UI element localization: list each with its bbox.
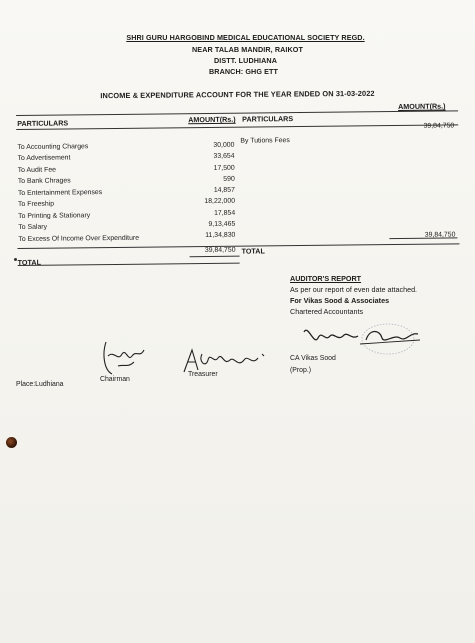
income-expenditure-table: [16, 100, 460, 265]
address-line-1: NEAR TALAB MANDIR, RAIKOT: [192, 45, 303, 54]
expense-label: To Accounting Charges: [17, 143, 89, 151]
auditor-name: CA Vikas Sood: [290, 355, 336, 362]
treasurer-label: Treasurer: [188, 371, 218, 378]
expense-label: To Advertisement: [17, 154, 71, 162]
right-total-amount: 39,84,750: [424, 231, 456, 239]
expense-label: To Freeship: [18, 200, 55, 208]
expense-label: To Entertainment Expenses: [17, 189, 103, 197]
address-line-2: DISTT. LUDHIANA: [214, 56, 277, 65]
table-top-rule: [16, 110, 458, 116]
society-name: SHRI GURU HARGOBIND MEDICAL EDUCATIONAL SOCIETY REGD.: [126, 33, 365, 42]
ink-dot: [14, 258, 17, 261]
expense-amount: 17,500: [213, 164, 235, 172]
expense-amount: 14,857: [213, 186, 235, 194]
left-amount-header: AMOUNT(Rs.): [188, 114, 236, 125]
place-label: Place:Ludhiana: [16, 381, 64, 388]
table-bottom-rule: [18, 263, 240, 266]
total-top-rule: [17, 243, 459, 249]
left-total-label: TOTAL: [17, 257, 41, 267]
right-particulars-header: PARTICULARS: [242, 114, 294, 124]
expense-amount: 33,654: [213, 152, 235, 160]
statement-title: INCOME & EXPENDITURE ACCOUNT FOR THE YEAR ENDED ON 31-03-2022: [100, 88, 375, 101]
expense-amount: 18,22,000: [204, 197, 236, 206]
expense-amount: 17,854: [214, 209, 236, 217]
income-amount: 39,84,750: [423, 122, 455, 130]
chairman-label: Chairman: [100, 376, 130, 383]
auditor-prop: (Prop.): [290, 367, 312, 374]
auditor-report-heading: AUDITOR'S REPORT: [290, 274, 362, 283]
right-total-label: TOTAL: [241, 246, 265, 256]
expense-label: To Excess Of Income Over Expenditure: [18, 234, 140, 243]
right-amount-header: AMOUNT(Rs.): [397, 101, 446, 111]
expense-label: To Bank Chrages: [17, 177, 71, 185]
left-total-amount: 39,84,750: [204, 246, 236, 255]
expense-amount: 590: [223, 175, 235, 183]
expense-amount: 30,000: [213, 141, 235, 149]
auditor-report-line: As per our report of even date attached.: [290, 285, 418, 294]
auditor-report: [290, 273, 417, 317]
left-total-rule: [190, 256, 240, 258]
expense-label: To Salary: [18, 223, 48, 231]
auditor-designation: Chartered Accountants: [290, 307, 364, 316]
auditor-signature: [300, 320, 425, 356]
expense-label: To Printing & Stationary: [18, 212, 91, 220]
left-particulars-header: PARTICULARS: [17, 118, 69, 128]
income-label: By Tutions Fees: [240, 137, 290, 145]
expense-label: To Audit Fee: [17, 166, 57, 174]
branch-name: BRANCH: GHG ETT: [209, 67, 278, 76]
expense-amount: 11,34,830: [205, 231, 236, 240]
auditor-firm: For Vikas Sood & Associates: [290, 296, 390, 305]
expense-amount: 9,13,465: [208, 220, 236, 228]
punch-hole: [6, 437, 17, 448]
